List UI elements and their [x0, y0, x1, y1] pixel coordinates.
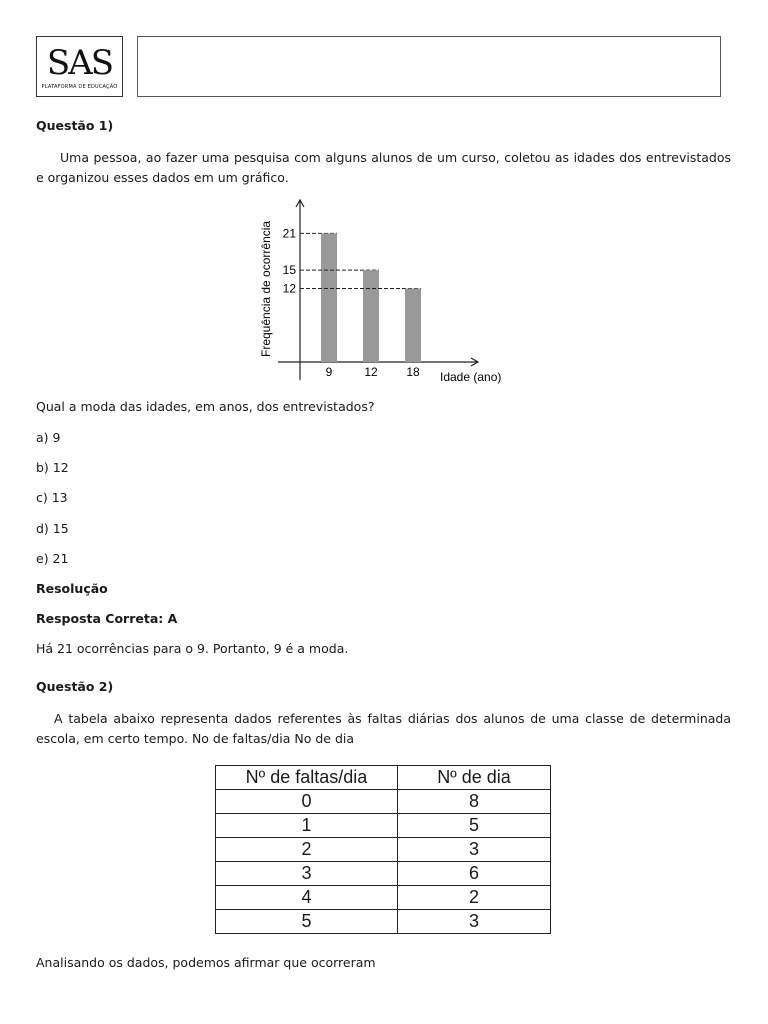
q1-option-c: c) 13	[36, 490, 68, 505]
q1-prompt: Uma pessoa, ao fazer uma pesquisa com alguns alunos de um curso, coletou as idades dos entrevistados e organizou esses dados em um gráfico.	[36, 150, 731, 185]
y-tick-label: 21	[282, 226, 296, 241]
table-row	[216, 886, 551, 910]
y-tick-label: 12	[282, 281, 296, 296]
bar-9	[321, 233, 337, 362]
cell-days: 6	[398, 862, 551, 886]
logo-text: SAS	[46, 43, 113, 83]
resolution-label: Resolução	[36, 581, 108, 596]
q2-title: Questão 2)	[36, 679, 114, 694]
q1-option-b: b) 12	[36, 460, 69, 475]
correct-answer: Resposta Correta: A	[36, 611, 178, 626]
x-tick-label: 9	[325, 365, 333, 379]
x-tick-label: 12	[364, 365, 378, 379]
table-row	[216, 790, 551, 814]
q1-option-a: a) 9	[36, 430, 61, 445]
table-row	[216, 838, 551, 862]
q2-followup: Analisando os dados, podemos afirmar que ocorreram	[36, 955, 376, 970]
cell-days: 3	[398, 838, 551, 862]
x-tick-label: 18	[406, 365, 420, 379]
q1-explanation: Há 21 ocorrências para o 9. Portanto, 9 é a moda.	[36, 641, 349, 656]
cell-absences: 4	[216, 886, 398, 910]
q1-option-e: e) 21	[36, 551, 69, 566]
bar-18	[405, 289, 421, 363]
x-axis-label: Idade (ano)	[440, 370, 502, 384]
q1-question: Qual a moda das idades, em anos, dos entrevistados?	[36, 399, 375, 414]
y-tick-label: 15	[282, 263, 296, 278]
cell-days: 8	[398, 790, 551, 814]
cell-days: 2	[398, 886, 551, 910]
table-row	[216, 910, 551, 934]
age-frequency-chart	[250, 195, 530, 390]
y-axis-label: Frequência de ocorrência	[259, 220, 273, 357]
cell-absences: 2	[216, 838, 398, 862]
cell-days: 3	[398, 910, 551, 934]
q1-option-d: d) 15	[36, 521, 69, 536]
absences-table	[215, 765, 551, 934]
logo	[36, 36, 123, 97]
table-header-row	[216, 766, 551, 790]
q1-title: Questão 1)	[36, 118, 114, 133]
cell-days: 5	[398, 814, 551, 838]
bar-12	[363, 270, 379, 362]
header-absences: Nº de faltas/dia	[216, 766, 398, 790]
header-name-box	[137, 36, 721, 97]
cell-absences: 5	[216, 910, 398, 934]
q2-prompt: A tabela abaixo representa dados referentes às faltas diárias dos alunos de uma classe de determinada escola, em certo tempo. No de faltas/dia No de dia	[36, 711, 731, 746]
cell-absences: 0	[216, 790, 398, 814]
header-days: Nº de dia	[398, 766, 551, 790]
table-row	[216, 862, 551, 886]
cell-absences: 1	[216, 814, 398, 838]
cell-absences: 3	[216, 862, 398, 886]
logo-subtitle: PLATAFORMA DE EDUCAÇÃO	[41, 84, 118, 90]
table-row	[216, 814, 551, 838]
